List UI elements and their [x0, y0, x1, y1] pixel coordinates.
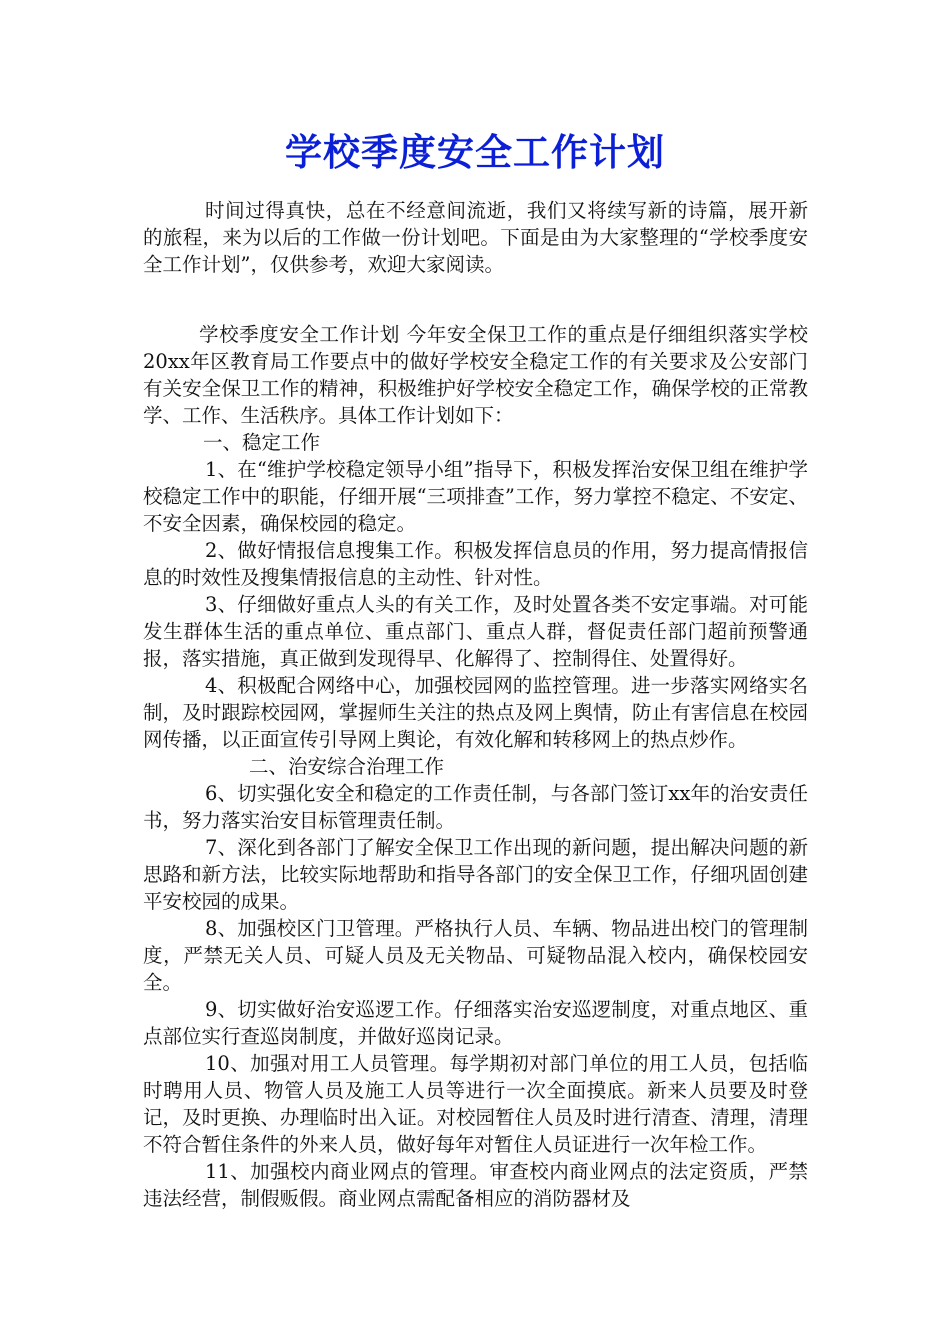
list-item: 11、加强校内商业网点的管理。审查校内商业网点的法定资质，严禁违法经营，制假贩假。商业网点需配备相应的消防器材及 [143, 1160, 808, 1210]
list-item: 1、在“维护学校稳定领导小组”指导下，积极发挥治安保卫组在维护学校稳定工作中的职能，仔细开展“三项排查”工作，努力掌控不稳定、不安定、不安全因素，确保校园的稳定。 [143, 458, 808, 535]
list-item: 9、切实做好治安巡逻工作。仔细落实治安巡逻制度，对重点地区、重点部位实行查巡岗制度，并做好巡岗记录。 [143, 998, 808, 1048]
document-title: 学校季度安全工作计划 [285, 130, 665, 174]
list-item: 6、切实强化安全和稳定的工作责任制，与各部门签订xx年的治安责任书，努力落实治安目标管理责任制。 [143, 782, 808, 832]
list-item: 10、加强对用工人员管理。每学期初对部门单位的用工人员，包括临时聘用人员、物管人员及施工人员等进行一次全面摸底。新来人员要及时登记，及时更换、办理临时出入证。对校园暂住人员及时进行清查、清理，清理不符合暂住条件的外来人员，做好每年对暂住人员证进行一次年检工作。 [143, 1052, 808, 1156]
list-item: 8、加强校区门卫管理。严格执行人员、车辆、物品进出校门的管理制度，严禁无关人员、可疑人员及无关物品、可疑物品混入校内，确保校园安全。 [143, 917, 808, 994]
list-item: 2、做好情报信息搜集工作。积极发挥信息员的作用，努力提高情报信息的时效性及搜集情报信息的主动性、针对性。 [143, 539, 808, 589]
main-paragraph: 学校季度安全工作计划 今年安全保卫工作的重点是仔细组织落实学校20xx年区教育局工作要点中的做好学校安全稳定工作的有关要求及公安部门有关安全保卫工作的精神，积极维护好学校安全稳定工作，确保学校的正常教学、工作、生活秩序。具体工作计划如下： [143, 323, 808, 427]
list-item: 7、深化到各部门了解安全保卫工作出现的新问题，提出解决问题的新思路和新方法，比较实际地帮助和指导各部门的安全保卫工作，仔细巩固创建平安校园的成果。 [143, 836, 808, 913]
list-item: 3、仔细做好重点人头的有关工作，及时处置各类不安定事端。对可能发生群体生活的重点单位、重点部门、重点人群，督促责任部门超前预警通报，落实措施，真正做到发现得早、化解得了、控制得住、处置得好。 [143, 593, 808, 670]
intro-paragraph: 时间过得真快，总在不经意间流逝，我们又将续写新的诗篇，展开新的旅程，来为以后的工作做一份计划吧。下面是由为大家整理的“学校季度安全工作计划”，仅供参考，欢迎大家阅读。 [143, 199, 808, 276]
section-heading-security: 二、治安综合治理工作 [249, 755, 445, 778]
list-item: 4、积极配合网络中心，加强校园网的监控管理。进一步落实网络实名制，及时跟踪校园网，掌握师生关注的热点及网上舆情，防止有害信息在校园网传播，以正面宣传引导网上舆论，有效化解和转移网上的热点炒作。 [143, 674, 808, 751]
paragraph-spacer [143, 278, 808, 321]
section-heading-stability: 一、稳定工作 [203, 431, 321, 454]
document-body [143, 197, 808, 1212]
